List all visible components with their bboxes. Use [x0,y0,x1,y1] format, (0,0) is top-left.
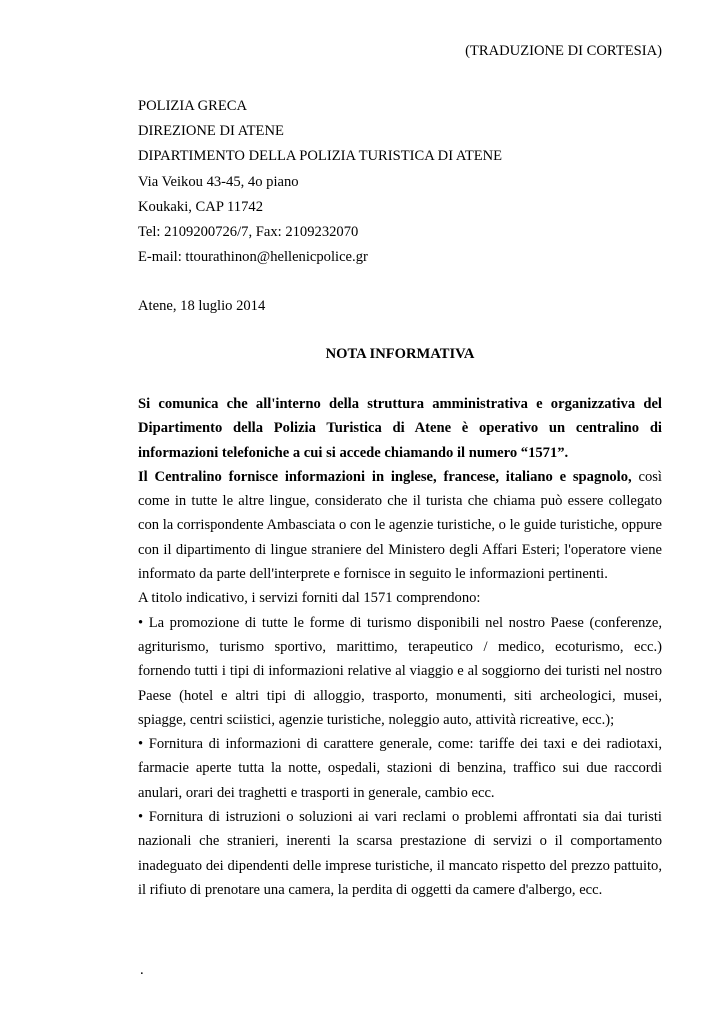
bullet-item-complaints: • Fornitura di istruzioni o soluzioni ai vari reclami o problemi affrontati sia dai turisti nazionali che stranieri, inerenti la scarsa prestazione di servizi o il comportamento inadeguato dei dipendenti delle imprese turistiche, il mancato rispetto del prezzo pattuito, il rifiuto di prenotare una camera, la perdita di oggetti da camere d'albergo, ecc. [138,809,662,898]
header-directorate: DIREZIONE DI ATENE [138,123,284,140]
services-intro: A titolo indicativo, i servizi forniti dal 1571 comprendono: [138,590,481,607]
languages-text: così come in tutte le altre lingue, considerato che il turista che chiama può essere collegato con la corrispondente Ambasciata o con le agenzie turistiche, o le guide turistiche, oppure con il dipartimento di lingue straniere del Ministero degli Affari Esteri; l'operatore viene informato da parte dell'interprete e fornisce in seguito le informazioni pertinenti. [138,468,662,583]
header-agency: POLIZIA GRECA [138,98,248,114]
sender-header [138,94,668,270]
document-date: Atene, 18 luglio 2014 [138,298,266,314]
languages-paragraph [138,465,662,586]
header-street-address: Via Veikou 43-45, 4o piano [138,173,299,190]
footer-mark: . [140,962,144,978]
header-email: E-mail: ttourathinon@hellenicpolice.gr [138,249,368,266]
languages-bold-text: Il Centralino fornisce informazioni in inglese, francese, italiano e spagnolo, [138,468,632,485]
document-body [138,392,662,902]
bullet-item-tourism-promotion: • La promozione di tutte le forme di turismo disponibili nel nostro Paese (conferenze, agriturismo, turismo sportivo, marittimo, terapeutico / medico, ecoturismo, ecc.) fornendo tutti i tipi di informazioni relative al viaggio e al soggiorno dei turisti nel nostro Paese (hotel e altri tipi di alloggio, trasporto, monumenti, siti archeologici, musei, spiagge, centri sciistici, agenzie turistiche, noleggio auto, attività ricreative, ecc.); [138,614,662,728]
intro-paragraph: Si comunica che all'interno della struttura amministrativa e organizzativa del Dipartimento della Polizia Turistica di Atene è operativo un centralino di informazioni telefoniche a cui si accede chiamando il numero “1571”. [138,396,662,461]
header-city-postcode: Koukaki, CAP 11742 [138,198,263,215]
courtesy-translation-note: (TRADUZIONE DI CORTESIA) [465,43,662,59]
header-phone-fax: Tel: 2109200726/7, Fax: 2109232070 [138,224,359,241]
document-title: NOTA INFORMATIVA [325,346,475,362]
bullet-item-general-information: • Fornitura di informazioni di carattere generale, come: tariffe dei taxi e dei radiotaxi, farmacie aperte tutta la notte, ospedali, stazioni di benzina, traffico sui due raccordi anulari, orari dei traghetti e trasporti in generale, cambio ecc. [138,736,662,801]
header-department: DIPARTIMENTO DELLA POLIZIA TURISTICA DI ATENE [138,148,503,165]
